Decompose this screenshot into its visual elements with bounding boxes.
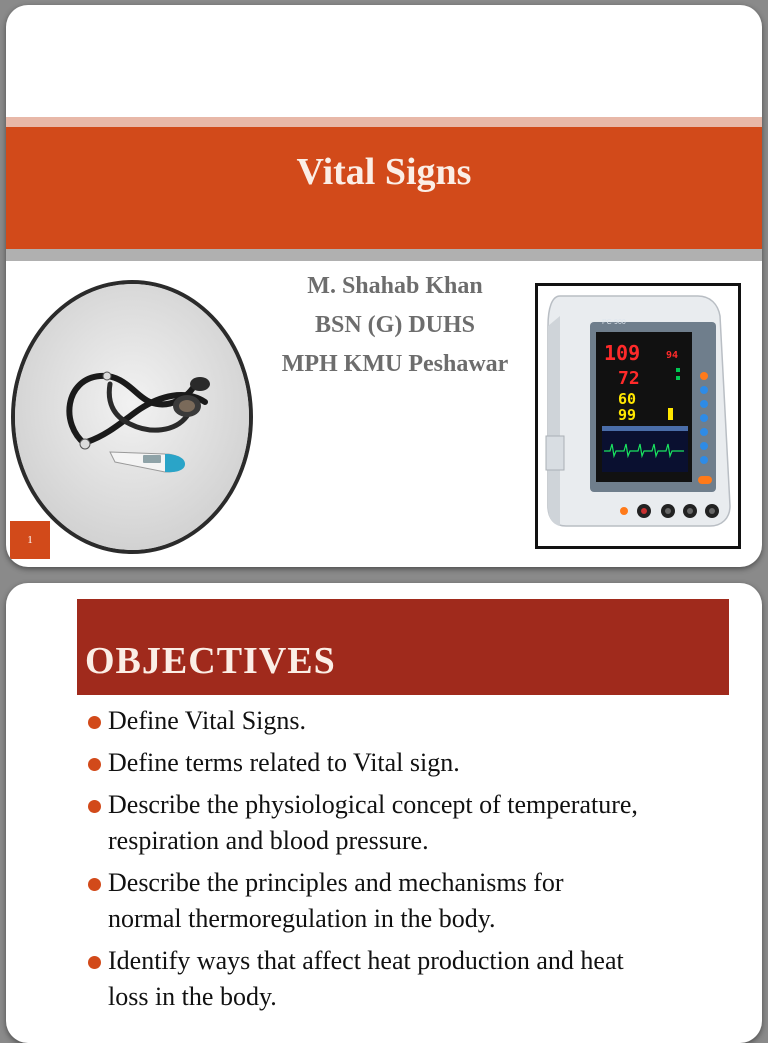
bullet-icon (88, 800, 101, 813)
svg-text:94: 94 (666, 350, 679, 361)
svg-text:109: 109 (604, 341, 641, 365)
title-band-bottom (6, 249, 762, 261)
title-slide (6, 5, 762, 567)
bullet-icon (88, 716, 101, 729)
svg-text:72: 72 (618, 368, 640, 389)
objectives-slide (6, 583, 762, 1043)
list-item: Define terms related to Vital sign. (84, 745, 744, 781)
objectives-list (84, 703, 744, 1021)
bullet-icon (88, 758, 101, 771)
list-item: Identify ways that affect heat production and heat loss in the body. (84, 943, 744, 1015)
stethoscope-photo (11, 280, 253, 554)
objectives-header (77, 599, 729, 695)
author-affiliation: MPH KMU Peshawar (281, 351, 509, 377)
svg-text:99: 99 (618, 406, 637, 424)
bullet-icon (88, 878, 101, 891)
svg-text:60: 60 (618, 390, 637, 408)
vital-signs-monitor (535, 283, 741, 549)
author-name: M. Shahab Khan (307, 273, 483, 299)
list-item: Define Vital Signs. (84, 703, 744, 739)
objectives-title: OBJECTIVES (85, 640, 336, 682)
author-block (236, 267, 554, 384)
slide-title: Vital Signs (296, 151, 472, 193)
slide-number: 1 (10, 521, 50, 559)
author-degree: BSN (G) DUHS (314, 312, 476, 338)
svg-text:PC-900: PC-900 (602, 319, 626, 326)
list-item: Describe the principles and mechanisms for normal thermoregulation in the body. (84, 865, 744, 937)
list-item: Describe the physiological concept of temperature, respiration and blood pressure. (84, 787, 744, 859)
bullet-icon (88, 956, 101, 969)
title-band-top (6, 117, 762, 127)
